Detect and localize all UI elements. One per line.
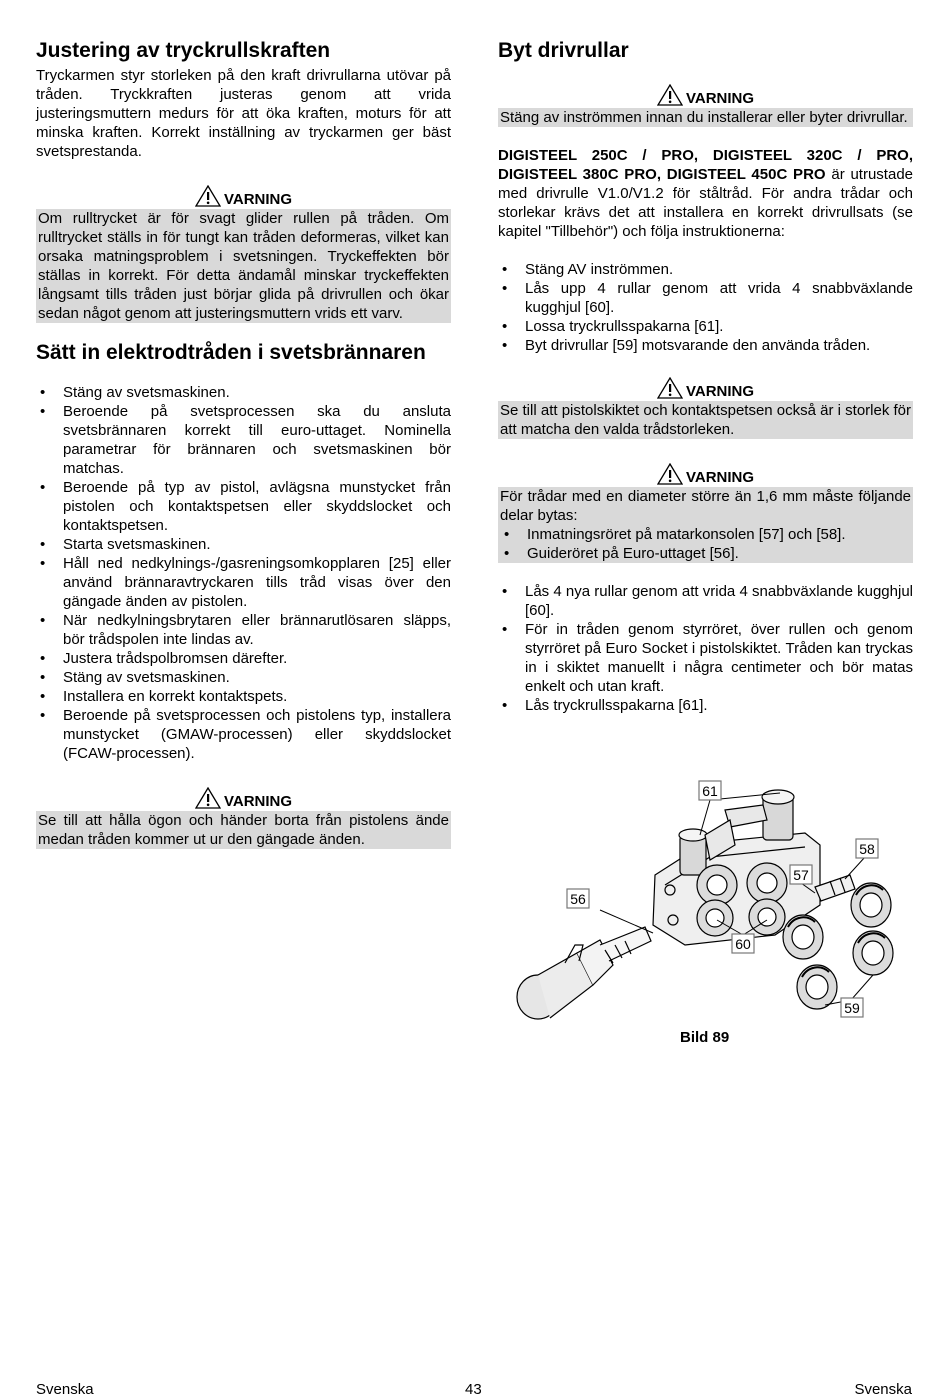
list-item: • Starta svetsmaskinen. [36, 535, 451, 554]
models-rest-text: är utrustade med drivrulle V1.0/V1.2 för ståltråd. För andra trådar och storlekar krävs det att installera en korrekt drivrullsats (se kapitel "Tillbehör") och följa instruktionerna: [498, 166, 914, 240]
list-item: • Lås tryckrullsspakarna [61]. [498, 696, 913, 715]
warning-label: VARNING [685, 90, 755, 107]
warning-label: VARNING [685, 383, 755, 400]
list-item: • Beroende på svetsprocessen ska du ansluta svetsbrännaren korrekt till euro-uttaget. Nominella parametrar för brännaren och svetsmaskinen bör matchas. [36, 402, 451, 478]
drive-roll-figure [505, 775, 915, 1035]
list-item: • Stäng av svetsmaskinen. [36, 668, 451, 687]
page-number: 43 [465, 1381, 482, 1398]
list-item: • Beroende på svetsprocessen och pistolens typ, installera munstycket (GMAW-processen) eller skyddslocket (FCAW-processen). [36, 706, 451, 763]
callout-56: 56 [570, 891, 586, 907]
figure-caption: Bild 89 [680, 1029, 730, 1046]
section-title-pressure-roller: Justering av tryckrullskraften [36, 39, 331, 62]
footer-language-left: Svenska [36, 1381, 94, 1398]
list-item: • När nedkylningsbrytaren eller brännarutlösaren släpps, bör trådspolen inte lindas av. [36, 611, 451, 649]
insert-wire-list [36, 383, 451, 763]
warning-heading [498, 463, 913, 487]
warning-icon [657, 377, 683, 399]
warning-icon [195, 787, 221, 809]
list-item: • Inmatningsröret på matarkonsolen [57] och [58]. [500, 525, 911, 544]
warning-text: För trådar med en diameter större än 1,6 mm måste följande delar bytas: [500, 488, 911, 524]
warning-label: VARNING [223, 793, 293, 810]
list-item: • Justera trådspolbromsen därefter. [36, 649, 451, 668]
list-item: • Beroende på typ av pistol, avlägsna munstycket från pistolen och kontaktspetsen eller skyddslocket och kontaktspetsen. [36, 478, 451, 535]
callout-61: 61 [702, 783, 718, 799]
warning-icon [195, 185, 221, 207]
warning-label: VARNING [685, 469, 755, 486]
list-item: • Stäng av svetsmaskinen. [36, 383, 451, 402]
callout-58: 58 [859, 841, 875, 857]
warning-box-wire-diameter [498, 487, 913, 563]
list-item: • Stäng AV inströmmen. [498, 260, 913, 279]
wire-diameter-list [500, 525, 911, 563]
warning-icon [657, 84, 683, 106]
warning-label: VARNING [223, 191, 293, 208]
callout-60: 60 [735, 936, 751, 952]
models-paragraph [498, 146, 913, 241]
warning-heading [498, 84, 913, 108]
callout-57: 57 [793, 867, 809, 883]
list-item: • Håll ned nedkylnings-/gasreningsomkopplaren [25] eller använd brännaravtryckaren tills tråd visas över den gängade änden av pistolen. [36, 554, 451, 611]
list-item: • Byt drivrullar [59] motsvarande den använda tråden. [498, 336, 913, 355]
list-item: • Guideröret på Euro-uttaget [56]. [500, 544, 911, 563]
warning-heading [36, 185, 451, 209]
warning-icon [657, 463, 683, 485]
warning-heading [36, 787, 451, 811]
list-item: • Installera en korrekt kontaktspets. [36, 687, 451, 706]
euro-connector-illustration [517, 927, 651, 1019]
pressure-roller-text: Tryckarmen styr storleken på den kraft drivrullarna utövar på tråden. Tryckkraften justeras genom att vrida justeringsmuttern medurs för att öka kraften, moturs för att minska kraften. Korrekt inställning av tryckarmen ger bäst svetsprestanda. [36, 67, 451, 160]
list-item: • Lås upp 4 rullar genom att vrida 4 snabbväxlande kugghjul [60]. [498, 279, 913, 317]
list-item: • För in tråden genom styrröret, över rullen och genom styrröret på Euro Socket i pistolskiktet. Tråden kan tryckas in i skiktet manuellt i några centimeter och bör matas enkelt och utan kraft. [498, 620, 913, 696]
warning-heading [498, 377, 913, 401]
models-bold-text: DIGISTEEL 250C / PRO, DIGISTEEL 320C / PRO, DIGISTEEL 380C PRO, DIGISTEEL 450C PRO [498, 147, 913, 183]
warning-box-roll-pressure: Om rulltrycket är för svagt glider rullen på tråden. Om rulltrycket ställs in för tungt kan tråden deformeras, vilket kan orsaka matningsproblem i svetsningen. Tryckeffekten bör ställas in korrekt. För detta ändamål minskar tryckeffekten långsamt tills tråden just börjar glida på drivrullen och ökar sedan något genom att justeringsmuttern vrids ett varv. [38, 210, 449, 322]
list-item: • Lås 4 nya rullar genom att vrida 4 snabbväxlande kugghjul [60]. [498, 582, 913, 620]
right-column [498, 38, 913, 715]
warning-box-eyes-hands: Se till att hålla ögon och händer borta från pistolens ände medan tråden kommer ut ur den gängade änden. [38, 812, 449, 848]
warning-box-gun-liner: Se till att pistolskiktet och kontaktspetsen också är i storlek för att matcha den valda trådstorleken. [500, 402, 912, 438]
inlet-tube-illustration [815, 875, 855, 901]
new-rolls-list [498, 582, 913, 715]
change-rolls-list [498, 260, 913, 355]
callout-59: 59 [844, 1000, 860, 1016]
footer-language-right: Svenska [854, 1381, 912, 1398]
left-column [36, 38, 451, 849]
section-title-change-drive-rolls: Byt drivrullar [498, 39, 629, 62]
warning-box-switch-off: Stäng av inströmmen innan du installerar eller byter drivrullar. [498, 108, 913, 127]
list-item: • Lossa tryckrullsspakarna [61]. [498, 317, 913, 336]
section-title-insert-wire: Sätt in elektrodtråden i svetsbrännaren [36, 341, 426, 364]
